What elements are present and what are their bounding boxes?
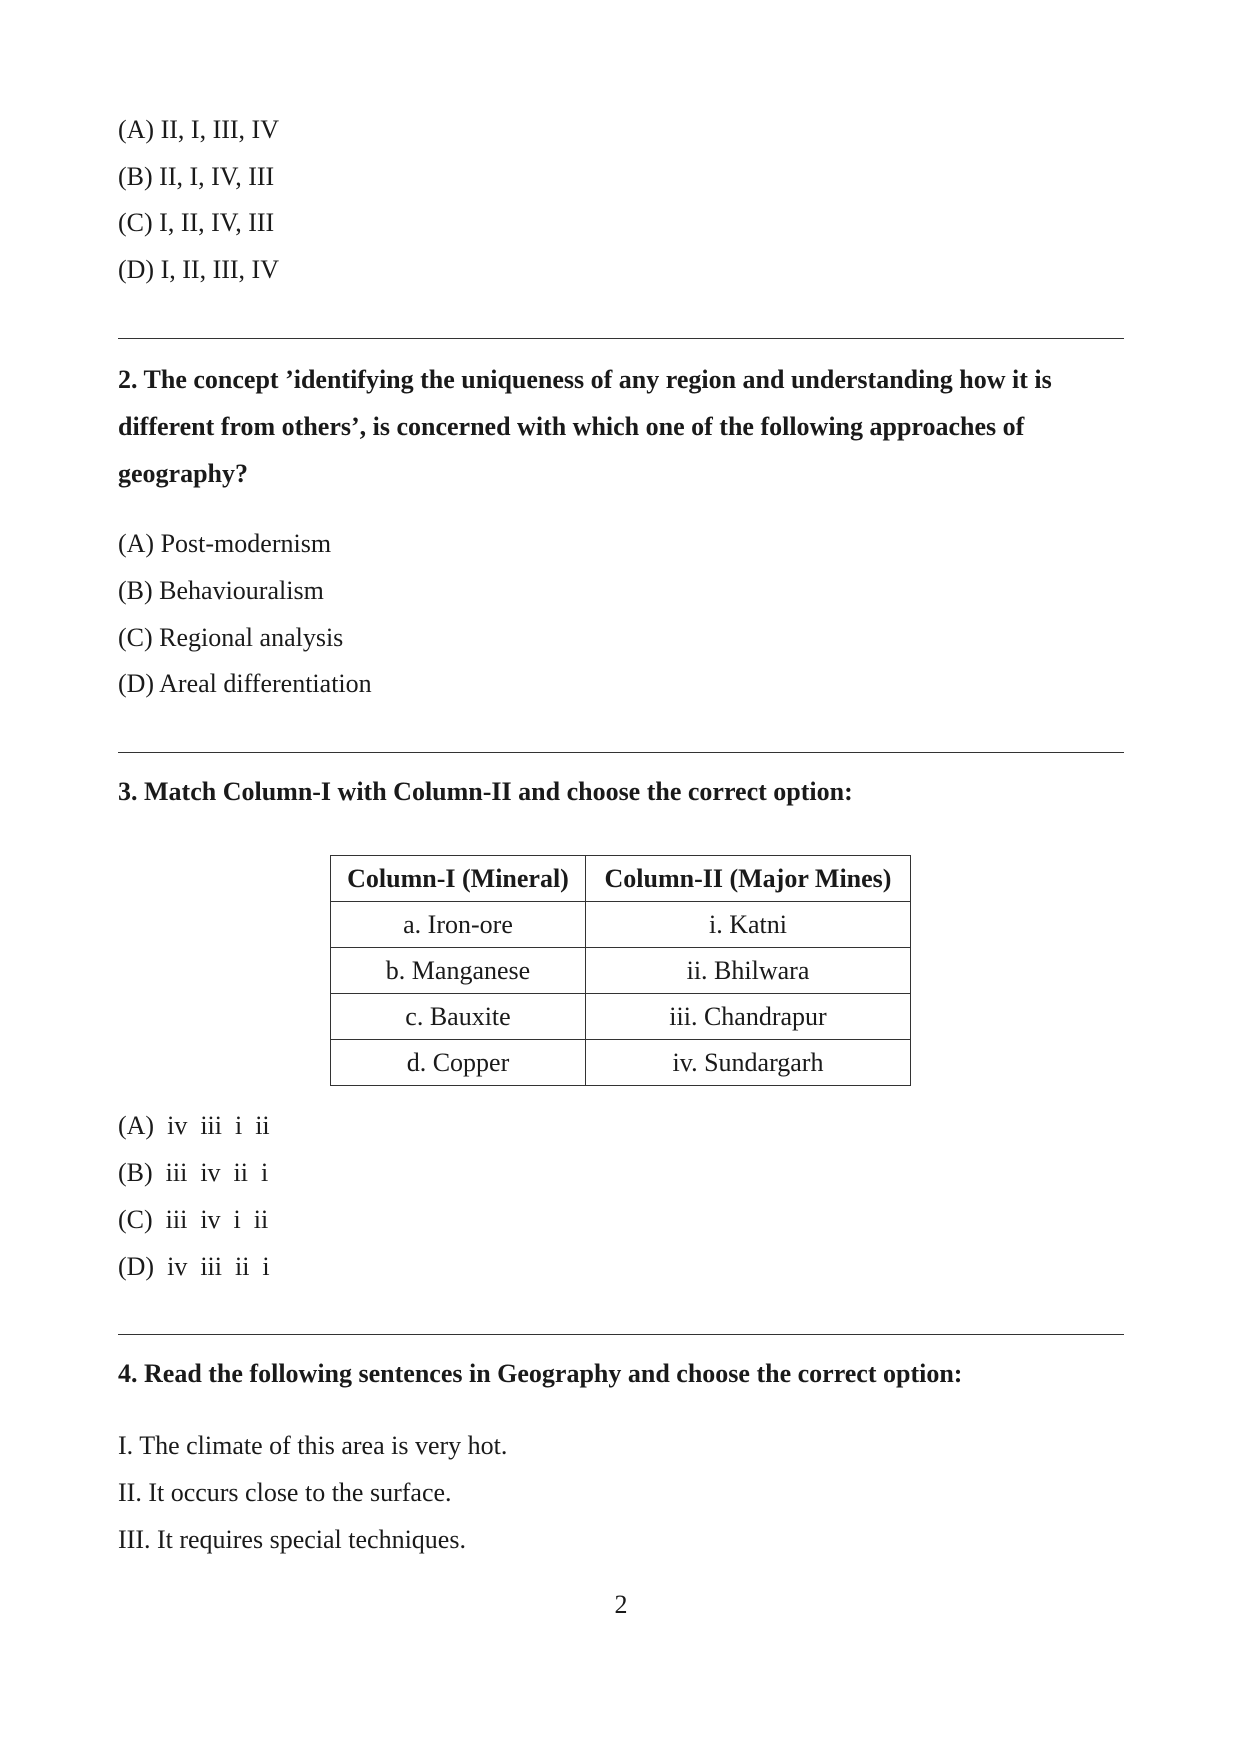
q2-option-a: (A) Post-modernism xyxy=(118,529,332,558)
q3-question: 3. Match Column-I with Column-II and choose the correct option: xyxy=(118,777,853,806)
divider xyxy=(118,338,1124,339)
exam-page xyxy=(118,0,1124,1754)
q4-question: 4. Read the following sentences in Geography and choose the correct option: xyxy=(118,1359,963,1388)
table-cell: iv. Sundargarh xyxy=(586,1040,911,1086)
q2-question: 2. The concept ’identifying the uniqueness of any region and understanding how it is different from others’, is concerned with which one of the following approaches of geography? xyxy=(118,365,1052,488)
q3-option-d: (D) iv iii ii i xyxy=(118,1252,270,1281)
divider xyxy=(118,752,1124,753)
q1-option-a: (A) II, I, III, IV xyxy=(118,115,279,144)
q1-option-d: (D) I, II, III, IV xyxy=(118,255,279,284)
table-cell: iii. Chandrapur xyxy=(586,994,911,1040)
divider xyxy=(118,1334,1124,1335)
q3-option-a: (A) iv iii i ii xyxy=(118,1111,270,1140)
q4-statement-3: III. It requires special techniques. xyxy=(118,1525,466,1554)
table-cell: b. Manganese xyxy=(331,948,586,994)
column-ii-header: Column-II (Major Mines) xyxy=(586,856,911,902)
q1-option-b: (B) II, I, IV, III xyxy=(118,162,275,191)
q3-option-c: (C) iii iv i ii xyxy=(118,1205,269,1234)
table-row xyxy=(331,948,911,994)
q2-option-c: (C) Regional analysis xyxy=(118,623,344,652)
table-header-row xyxy=(331,856,911,902)
table-cell: i. Katni xyxy=(586,902,911,948)
q4-statement-2: II. It occurs close to the surface. xyxy=(118,1478,452,1507)
table-row xyxy=(331,902,911,948)
q4-statement-1: I. The climate of this area is very hot. xyxy=(118,1431,508,1460)
page-number: 2 xyxy=(614,1590,628,1619)
table-cell: ii. Bhilwara xyxy=(586,948,911,994)
q2-option-b: (B) Behaviouralism xyxy=(118,576,324,605)
q1-option-c: (C) I, II, IV, III xyxy=(118,208,275,237)
match-table xyxy=(330,855,911,1086)
table-cell: d. Copper xyxy=(331,1040,586,1086)
table-cell: a. Iron-ore xyxy=(331,902,586,948)
q3-option-b: (B) iii iv ii i xyxy=(118,1158,269,1187)
q2-option-d: (D) Areal differentiation xyxy=(118,669,372,698)
table-cell: c. Bauxite xyxy=(331,994,586,1040)
column-i-header: Column-I (Mineral) xyxy=(331,856,586,902)
table-row xyxy=(331,994,911,1040)
table-row xyxy=(331,1040,911,1086)
